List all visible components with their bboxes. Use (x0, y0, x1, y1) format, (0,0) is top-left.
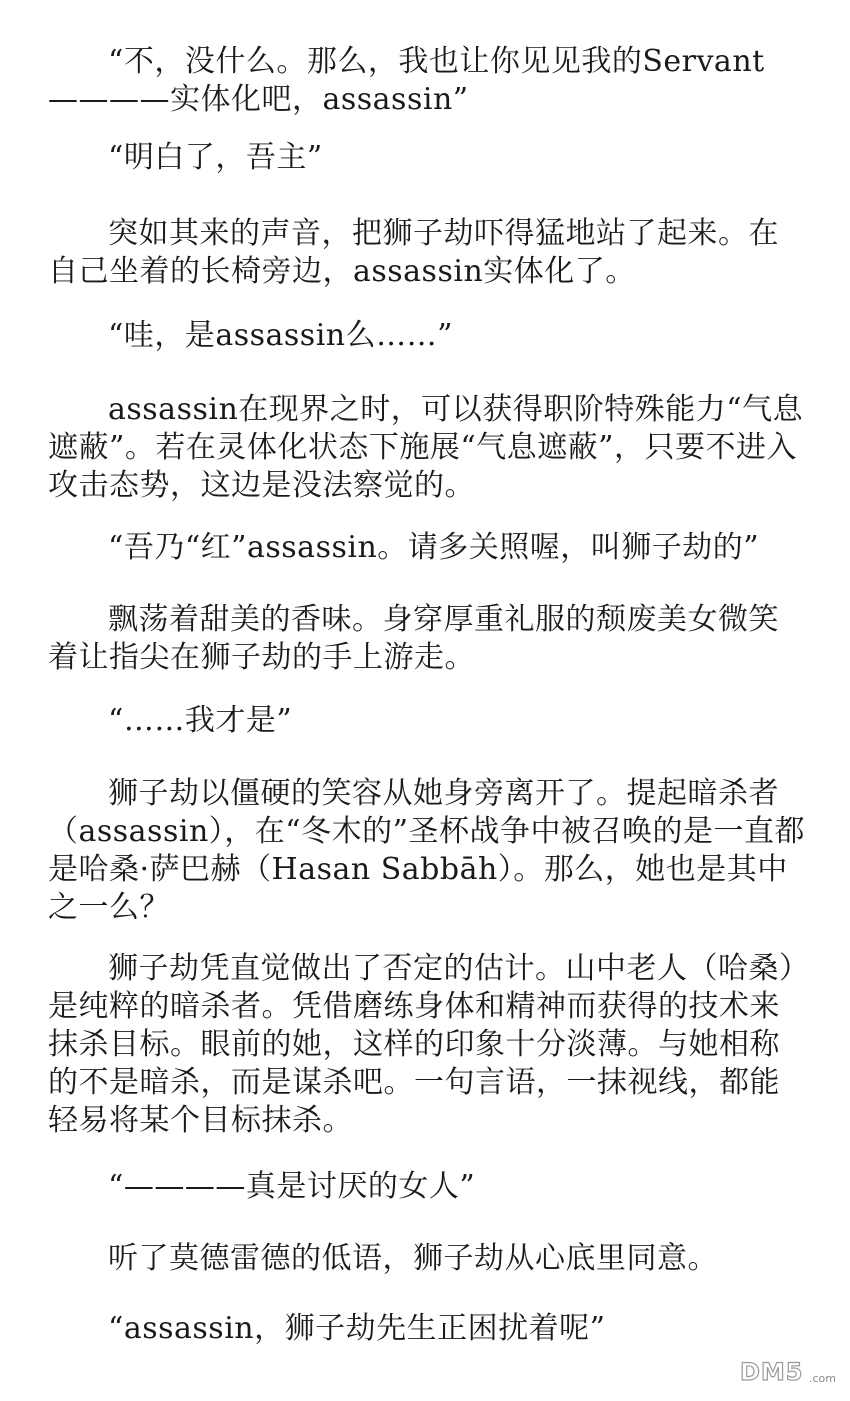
paragraph-2: “明白了，吾主” (108, 140, 323, 175)
watermark-logo-text: DM5 (740, 1358, 804, 1386)
paragraph-13: “assassin，狮子劫先生正困扰着呢” (108, 1311, 606, 1346)
paragraph-9: 狮子劫以僵硬的笑容从她身旁离开了。提起暗杀者（assassin），在“冬木的”圣杯战争中被召唤的是一直都是哈桑·萨巴赫（Hasan Sabbāh）。那么，她也是其中之一么？ (48, 776, 805, 925)
watermark-logo-suffix: .com (809, 1372, 836, 1385)
paragraph-1: “不，没什么。那么，我也让你见见我的Servant————实体化吧，assassin” (48, 44, 765, 117)
paragraph-6: “吾乃“红”assassin。请多关照喔，叫狮子劫的” (108, 530, 760, 565)
paragraph-4: “哇，是assassin么……” (108, 318, 453, 353)
paragraph-10: 狮子劫凭直觉做出了否定的估计。山中老人（哈桑）是纯粹的暗杀者。凭借磨练身体和精神而获得的技术来抹杀目标。眼前的她，这样的印象十分淡薄。与她相称的不是暗杀，而是谋杀吧。一句言语，一抹视线，都能轻易将某个目标抹杀。 (48, 951, 795, 1138)
paragraph-11: “————真是讨厌的女人” (108, 1169, 476, 1204)
paragraph-7: 飘荡着甜美的香味。身穿厚重礼服的颓废美女微笑着让指尖在狮子劫的手上游走。 (48, 602, 779, 675)
paragraph-8: “……我才是” (108, 703, 293, 738)
site-watermark-logo (740, 1357, 836, 1387)
paragraph-12: 听了莫德雷德的低语，狮子劫从心底里同意。 (108, 1241, 718, 1276)
paragraph-5: assassin在现界之时，可以获得职阶特殊能力“气息遮蔽”。若在灵体化状态下施展“气息遮蔽”，只要不进入攻击态势，这边是没法察觉的。 (48, 392, 804, 503)
paragraph-3: 突如其来的声音，把狮子劫吓得猛地站了起来。在自己坐着的长椅旁边，assassin实体化了。 (48, 216, 779, 289)
